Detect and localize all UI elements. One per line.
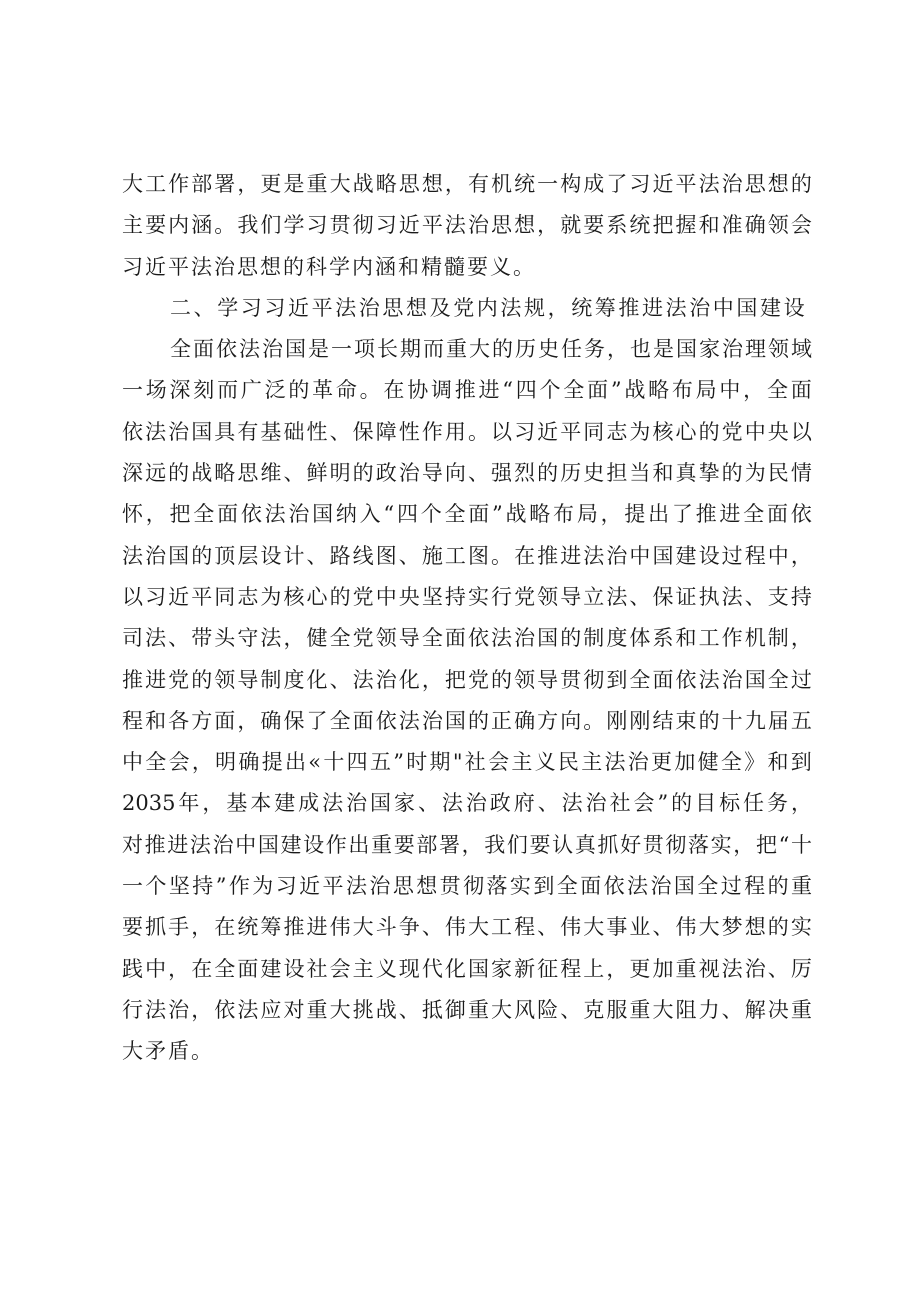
text-line: 习近平法治思想的科学内涵和精髓要义。 xyxy=(122,254,536,279)
text-line: 法 治 国 的 顶 层 设 计 、 路 线 图 、 施 工 图 。 在 推 进 法 治 中 国 建 设 过 程 中 ， xyxy=(122,543,812,568)
text-line: 司 法 、 带 头 守 法 ， 健 全 党 领 导 全 面 依 法 治 国 的 制 度 体 系 和 工 作 机 制 ， xyxy=(122,626,812,651)
paragraph-1 xyxy=(122,164,812,288)
text-line: 要 抓 手 ， 在 统 筹 推 进 伟 大 斗 争 、 伟 大 工 程 、 伟 大 事 业 、 伟 大 梦 想 的 实 xyxy=(122,915,812,940)
text-line: 大 工 作 部 署 ， 更 是 重 大 战 略 思 想 ， 有 机 统 一 构 成 了 习 近 平 法 治 思 想 的 xyxy=(122,172,812,196)
document-body xyxy=(122,164,812,1073)
paragraph-3 xyxy=(122,329,812,1072)
text-line: 依 法 治 国 具 有 基 础 性 、 保 障 性 作 用 。 以 习 近 平 同 志 为 核 心 的 党 中 央 以 xyxy=(122,419,812,444)
text-line: 全 面 依 法 治 国 是 一 项 长 期 而 重 大 的 历 史 任 务 ， 也 是 国 家 治 理 领 域 xyxy=(170,337,812,362)
text-line: 2035 年 ， 基 本 建 成 法 治 国 家 、 法 治 政 府 、 法 治 社 会 ” 的 目 标 任 务 ， xyxy=(122,791,812,816)
text-line: 中 全 会 ， 明 确 提 出 « 十 四 五 ” 时 期 " 社 会 主 义 民 主 法 治 更 加 健 全 》 和 到 xyxy=(122,750,812,775)
text-line: 一 场 深 刻 而 广 泛 的 革 命 。 在 协 调 推 进 “ 四 个 全 面 ” 战 略 布 局 中 ， 全 面 xyxy=(122,378,812,403)
heading-line: 二、学习习近平法治思想及党内法规，统筹推进法治中国建设 xyxy=(170,295,808,320)
text-line: 一 个 坚 持 ” 作 为 习 近 平 法 治 思 想 贯 彻 落 实 到 全 面 依 法 治 国 全 过 程 的 重 xyxy=(122,874,812,899)
text-line: 主 要 内 涵 。 我 们 学 习 贯 彻 习 近 平 法 治 思 想 ， 就 要 系 统 把 握 和 准 确 领 会 xyxy=(122,213,812,238)
text-line: 大矛盾。 xyxy=(122,1039,214,1064)
text-line: 行 法 治 ， 依 法 应 对 重 大 挑 战 、 抵 御 重 大 风 险 、 克 服 重 大 阻 力 、 解 决 重 xyxy=(122,997,812,1022)
text-line: 践 中 ， 在 全 面 建 设 社 会 主 义 现 代 化 国 家 新 征 程 上 ， 更 加 重 视 法 治 、 厉 xyxy=(122,956,812,981)
text-line: 以 习 近 平 同 志 为 核 心 的 党 中 央 坚 持 实 行 党 领 导 立 法 、 保 证 执 法 、 支 持 xyxy=(122,584,812,609)
section-heading xyxy=(122,288,812,329)
text-line: 程 和 各 方 面 ， 确 保 了 全 面 依 法 治 国 的 正 确 方 向 。 刚 刚 结 束 的 十 九 届 五 xyxy=(122,708,812,733)
text-line: 深 远 的 战 略 思 维 、 鲜 明 的 政 治 导 向 、 强 烈 的 历 史 担 当 和 真 挚 的 为 民 情 xyxy=(122,461,812,486)
text-line: 怀 ， 把 全 面 依 法 治 国 纳 入 “ 四 个 全 面 ” 战 略 布 局 ， 提 出 了 推 进 全 面 依 xyxy=(122,502,812,527)
text-line: 对 推 进 法 治 中 国 建 设 作 出 重 要 部 署 ， 我 们 要 认 真 抓 好 贯 彻 落 实 ， 把 “ 十 xyxy=(122,832,812,857)
text-line: 推 进 党 的 领 导 制 度 化 、 法 治 化 ， 把 党 的 领 导 贯 彻 到 全 面 依 法 治 国 全 过 xyxy=(122,667,812,692)
